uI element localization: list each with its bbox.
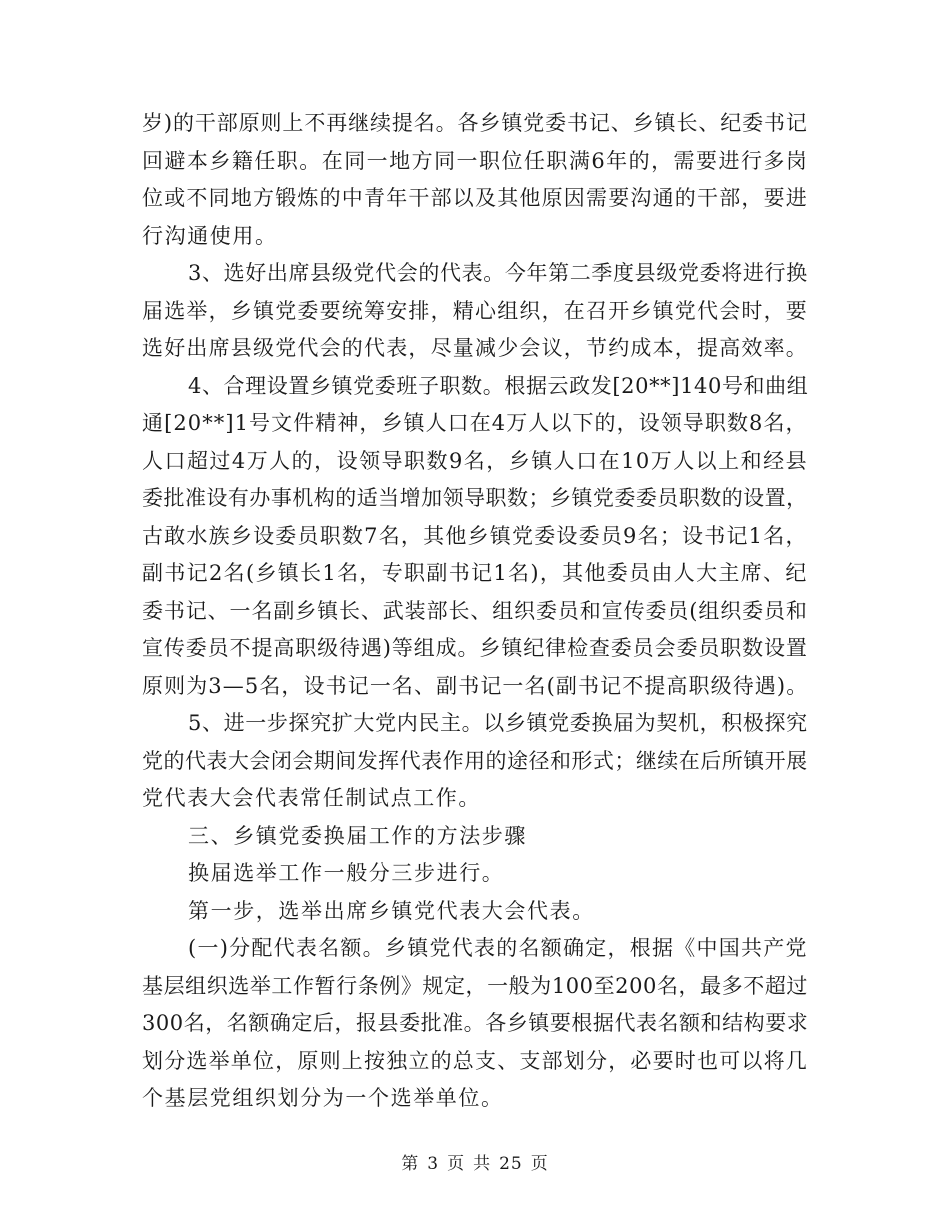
text-line: 基层组织选举工作暂行条例》规定，一般为100至200名，最多不超过 — [142, 973, 808, 998]
text-line: 选好出席县级党代会的代表，尽量减少会议，节约成本，提高效率。 — [142, 336, 808, 360]
text-line: 5、进一步探究扩大党内民主。以乡镇党委换届为契机，积极探究 — [188, 711, 808, 735]
text-line: 4、合理设置乡镇党委班子职数。根据云政发[20**]140号和曲组 — [188, 373, 809, 398]
text-line: 换届选举工作一般分三步进行。 — [188, 861, 505, 885]
text-line: 古敢水族乡设委员职数7名，其他乡镇党委设委员9名；设书记1名， — [142, 523, 808, 548]
text-line: 原则为3—5名，设书记一名、副书记一名(副书记不提高职级待遇)。 — [142, 673, 809, 698]
footer-total-word: 共 — [473, 1154, 492, 1174]
text-line: 宣传委员不提高职级待遇)等组成。乡镇纪律检查委员会委员职数设置 — [142, 636, 808, 660]
text-line: 划分选举单位，原则上按独立的总支、支部划分，必要时也可以将几 — [142, 1048, 808, 1073]
footer-page-word: 页 — [447, 1154, 466, 1174]
text-line: 岁)的干部原则上不再继续提名。各乡镇党委书记、乡镇长、纪委书记 — [142, 111, 808, 135]
text-line: 位或不同地方锻炼的中青年干部以及其他原因需要沟通的干部，要进 — [142, 186, 808, 210]
footer-prefix: 第 — [401, 1154, 420, 1174]
footer-current-page: 3 — [427, 1154, 440, 1174]
text-line: 第一步，选举出席乡镇党代表大会代表。 — [188, 898, 595, 923]
text-line: 3、选好出席县级党代会的代表。今年第二季度县级党委将进行换 — [188, 261, 808, 285]
text-line: 委批准设有办事机构的适当增加领导职数；乡镇党委委员职数的设置， — [142, 486, 808, 510]
text-line: 行沟通使用。 — [142, 223, 278, 248]
text-line: 届选举，乡镇党委要统筹安排，精心组织，在召开乡镇党代会时，要 — [142, 298, 808, 323]
text-line: 回避本乡籍任职。在同一地方同一职位任职满6年的，需要进行多岗 — [142, 148, 809, 173]
footer-suffix: 页 — [530, 1154, 549, 1174]
text-line: 三、乡镇党委换届工作的方法步骤 — [188, 823, 527, 848]
text-line: 人口超过4万人的，设领导职数9名，乡镇人口在10万人以上和经县 — [142, 448, 809, 473]
text-line: 个基层党组织划分为一个选举单位。 — [142, 1086, 504, 1110]
text-line: 副书记2名(乡镇长1名，专职副书记1名)，其他委员由人大主席、纪 — [142, 561, 808, 585]
text-line: 党代表大会代表常任制试点工作。 — [142, 786, 481, 810]
text-line: 300名，名额确定后，报县委批准。各乡镇要根据代表名额和结构要求 — [142, 1011, 809, 1035]
footer-total-pages: 25 — [499, 1154, 523, 1174]
text-line: (一)分配代表名额。乡镇党代表的名额确定，根据《中国共产党 — [188, 936, 808, 960]
text-line: 党的代表大会闭会期间发挥代表作用的途径和形式；继续在后所镇开展 — [142, 748, 808, 773]
text-line: 委书记、一名副乡镇长、武装部长、组织委员和宣传委员(组织委员和 — [142, 598, 808, 623]
page-footer — [0, 1150, 950, 1178]
text-line: 通[20**]1号文件精神，乡镇人口在4万人以下的，设领导职数8名， — [142, 411, 808, 435]
